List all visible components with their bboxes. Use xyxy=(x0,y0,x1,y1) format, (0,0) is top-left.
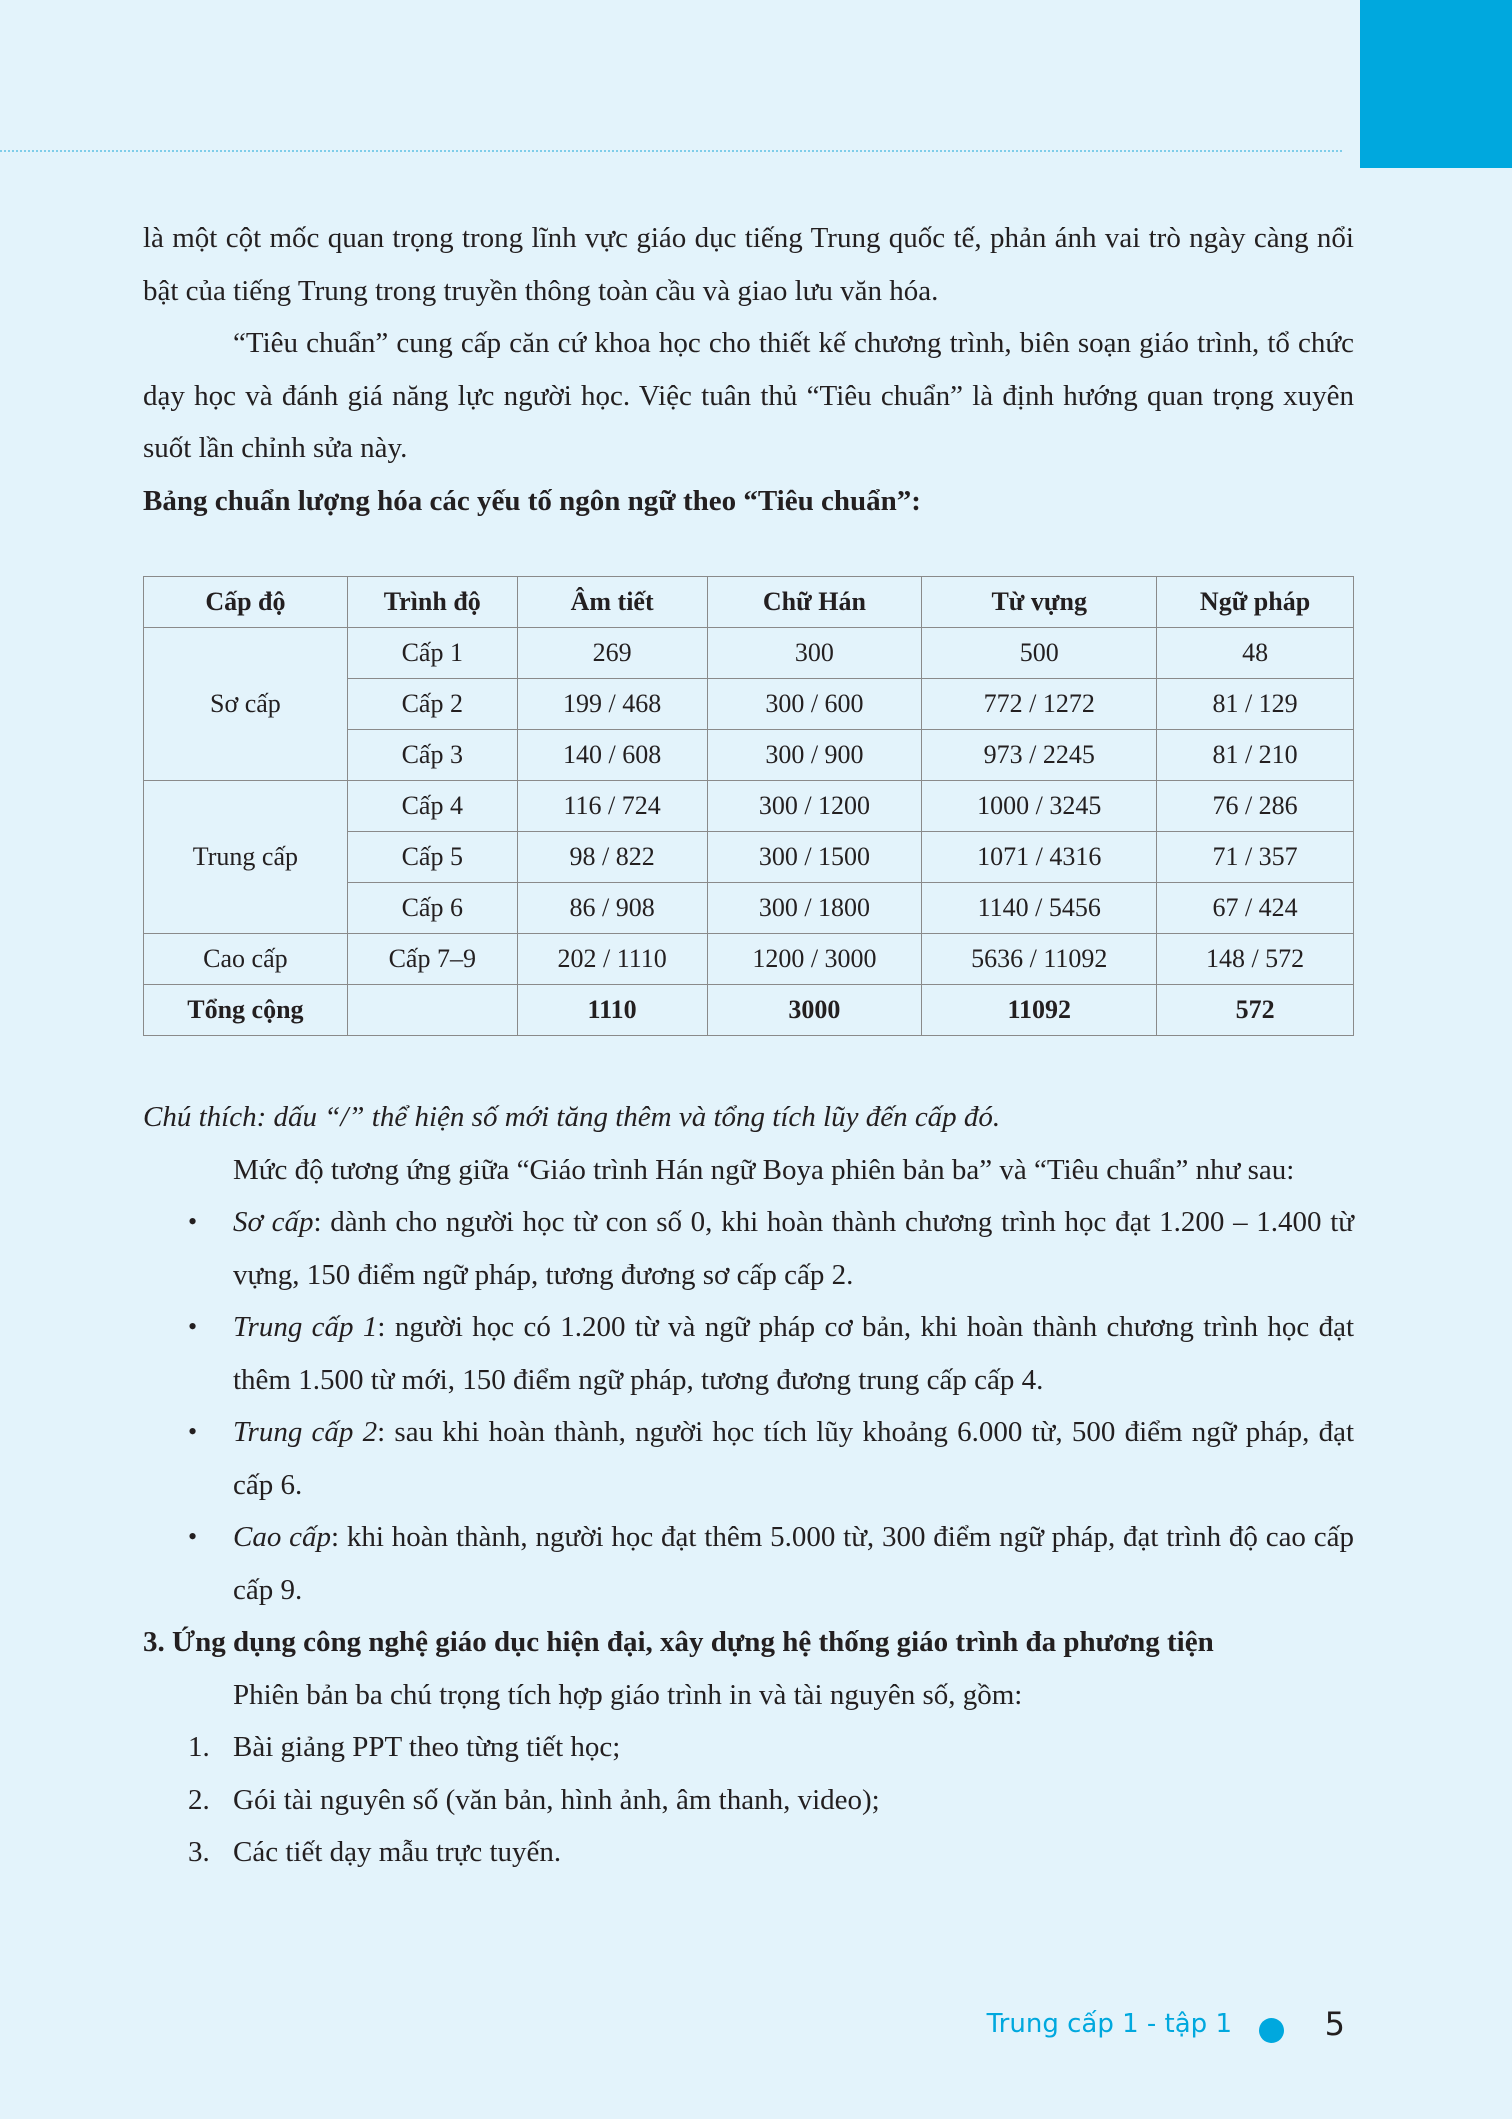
table-cell: Cấp 5 xyxy=(347,832,517,883)
bullet-icon: • xyxy=(188,1312,198,1341)
list-item-text: : khi hoàn thành, người học đạt thêm 5.000 từ, 300 điểm ngữ pháp, đạt trình độ cao cấp cấp 9. xyxy=(233,1521,1354,1606)
table-cell: 300 / 600 xyxy=(707,679,922,730)
bullet-icon: • xyxy=(188,1207,198,1236)
bullet-icon: • xyxy=(188,1417,198,1446)
list-item-term: Cao cấp xyxy=(233,1521,332,1553)
table-cell: 1000 / 3245 xyxy=(922,781,1157,832)
table-cell: 300 / 900 xyxy=(707,730,922,781)
page-number: 5 xyxy=(1324,2005,1345,2043)
table-cell: 48 xyxy=(1157,628,1354,679)
footer-book-label: Trung cấp 1 - tập 1 xyxy=(986,2009,1232,2039)
header-chu-han: Chữ Hán xyxy=(707,577,922,628)
list-item xyxy=(143,1511,1354,1616)
list-item-number: 1. xyxy=(188,1731,210,1763)
table-cell: Cấp 6 xyxy=(347,883,517,934)
list-item-term: Trung cấp 2 xyxy=(233,1416,378,1448)
table-cell: 973 / 2245 xyxy=(922,730,1157,781)
table-cell: Cấp 2 xyxy=(347,679,517,730)
table-cell: 300 / 1500 xyxy=(707,832,922,883)
table-cell: 202 / 1110 xyxy=(517,934,707,985)
table-cell xyxy=(347,985,517,1036)
table-cell: 500 xyxy=(922,628,1157,679)
header-dotted-rule xyxy=(0,150,1342,152)
group-so-cap: Sơ cấp xyxy=(144,628,348,781)
total-ngu-phap: 572 xyxy=(1157,985,1354,1036)
list-item-text: : sau khi hoàn thành, người học tích lũy khoảng 6.000 từ, 500 điểm ngữ pháp, đạt cấp 6. xyxy=(233,1416,1354,1501)
total-chu-han: 3000 xyxy=(707,985,922,1036)
footer-dot-icon xyxy=(1259,2018,1284,2043)
table-cell: Cấp 4 xyxy=(347,781,517,832)
list-item-term: Trung cấp 1 xyxy=(233,1311,378,1343)
list-item-number: 2. xyxy=(188,1783,210,1816)
table-cell: 140 / 608 xyxy=(517,730,707,781)
table-title: Bảng chuẩn lượng hóa các yếu tố ngôn ngữ theo “Tiêu chuẩn”: xyxy=(143,484,921,517)
list-item xyxy=(143,1721,1354,1774)
list-item-text: Bài giảng PPT theo từng tiết học; xyxy=(233,1731,621,1763)
intro-paragraph-1: là một cột mốc quan trọng trong lĩnh vực giáo dục tiếng Trung quốc tế, phản ánh vai trò ngày càng nổi bật của tiếng Trung trong truyền thông toàn cầu và giao lưu văn hóa. xyxy=(143,222,1354,307)
header-trinh-do: Trình độ xyxy=(347,577,517,628)
list-item-text: : người học có 1.200 từ và ngữ pháp cơ bản, khi hoàn thành chương trình học đạt thêm 1.500 từ mới, 150 điểm ngữ pháp, tương đương trung cấp cấp 4. xyxy=(233,1311,1354,1396)
table-cell: Cấp 1 xyxy=(347,628,517,679)
table-cell: 81 / 129 xyxy=(1157,679,1354,730)
language-standards-table xyxy=(143,576,1354,1036)
section-3-heading: 3. Ứng dụng công nghệ giáo dục hiện đại, xây dựng hệ thống giáo trình đa phương tiện xyxy=(143,1626,1214,1658)
bullet-icon: • xyxy=(188,1522,198,1551)
table-cell: 98 / 822 xyxy=(517,832,707,883)
total-tu-vung: 11092 xyxy=(922,985,1157,1036)
header-cap-do: Cấp độ xyxy=(144,577,348,628)
table-cell: 81 / 210 xyxy=(1157,730,1354,781)
table-cell: Cấp 3 xyxy=(347,730,517,781)
table-note: Chú thích: dấu “/” thể hiện số mới tăng thêm và tổng tích lũy đến cấp đó. xyxy=(143,1101,1001,1133)
table-cell: 300 / 1200 xyxy=(707,781,922,832)
list-item-number: 3. xyxy=(188,1836,210,1868)
table-total-row xyxy=(144,985,1354,1036)
table-cell: 300 xyxy=(707,628,922,679)
table-row xyxy=(144,628,1354,679)
page-footer xyxy=(912,2005,1512,2055)
table-cell: 300 / 1800 xyxy=(707,883,922,934)
table-cell: 1071 / 4316 xyxy=(922,832,1157,883)
table-cell: 1200 / 3000 xyxy=(707,934,922,985)
corner-tab-decoration xyxy=(1360,0,1512,168)
table-cell: 148 / 572 xyxy=(1157,934,1354,985)
list-item xyxy=(143,1301,1354,1406)
list-item xyxy=(143,1196,1354,1301)
table-cell: 269 xyxy=(517,628,707,679)
table-cell: 1140 / 5456 xyxy=(922,883,1157,934)
list-item-text: : dành cho người học từ con số 0, khi hoàn thành chương trình học đạt 1.200 – 1.400 từ vựng, 150 điểm ngữ pháp, tương đương sơ cấp cấp 2. xyxy=(233,1206,1354,1291)
group-cao-cap: Cao cấp xyxy=(144,934,348,985)
list-item xyxy=(143,1774,1354,1827)
table-cell: 199 / 468 xyxy=(517,679,707,730)
list-item-text: Gói tài nguyên số (văn bản, hình ảnh, âm thanh, video); xyxy=(233,1783,880,1816)
total-label: Tổng cộng xyxy=(144,985,348,1036)
section-3-intro: Phiên bản ba chú trọng tích hợp giáo trình in và tài nguyên số, gồm: xyxy=(233,1678,1023,1711)
table-cell: 86 / 908 xyxy=(517,883,707,934)
header-ngu-phap: Ngữ pháp xyxy=(1157,577,1354,628)
table-cell: 76 / 286 xyxy=(1157,781,1354,832)
table-cell: 772 / 1272 xyxy=(922,679,1157,730)
list-item xyxy=(143,1826,1354,1879)
table-cell: 71 / 357 xyxy=(1157,832,1354,883)
list-item xyxy=(143,1406,1354,1511)
table-cell: 5636 / 11092 xyxy=(922,934,1157,985)
intro-paragraph-2: “Tiêu chuẩn” cung cấp căn cứ khoa học cho thiết kế chương trình, biên soạn giáo trình, tổ chức dạy học và đánh giá năng lực người học. Việc tuân thủ “Tiêu chuẩn” là định hướng quan trọng xuyên suốt lần chỉnh sửa này. xyxy=(143,327,1354,464)
list-item-term: Sơ cấp xyxy=(233,1206,314,1238)
correspondence-intro: Mức độ tương ứng giữa “Giáo trình Hán ngữ Boya phiên bản ba” và “Tiêu chuẩn” như sau: xyxy=(233,1153,1295,1186)
list-item-text: Các tiết dạy mẫu trực tuyến. xyxy=(233,1836,562,1868)
total-am-tiet: 1110 xyxy=(517,985,707,1036)
table-cell: 116 / 724 xyxy=(517,781,707,832)
table-header-row xyxy=(144,577,1354,628)
table-cell: Cấp 7–9 xyxy=(347,934,517,985)
table-row xyxy=(144,934,1354,985)
group-trung-cap: Trung cấp xyxy=(144,781,348,934)
table-row xyxy=(144,781,1354,832)
resource-numbered-list xyxy=(143,1721,1354,1879)
level-bullet-list xyxy=(143,1196,1354,1616)
table-cell: 67 / 424 xyxy=(1157,883,1354,934)
header-tu-vung: Từ vựng xyxy=(922,577,1157,628)
page-content xyxy=(143,212,1354,1879)
header-am-tiet: Âm tiết xyxy=(517,577,707,628)
